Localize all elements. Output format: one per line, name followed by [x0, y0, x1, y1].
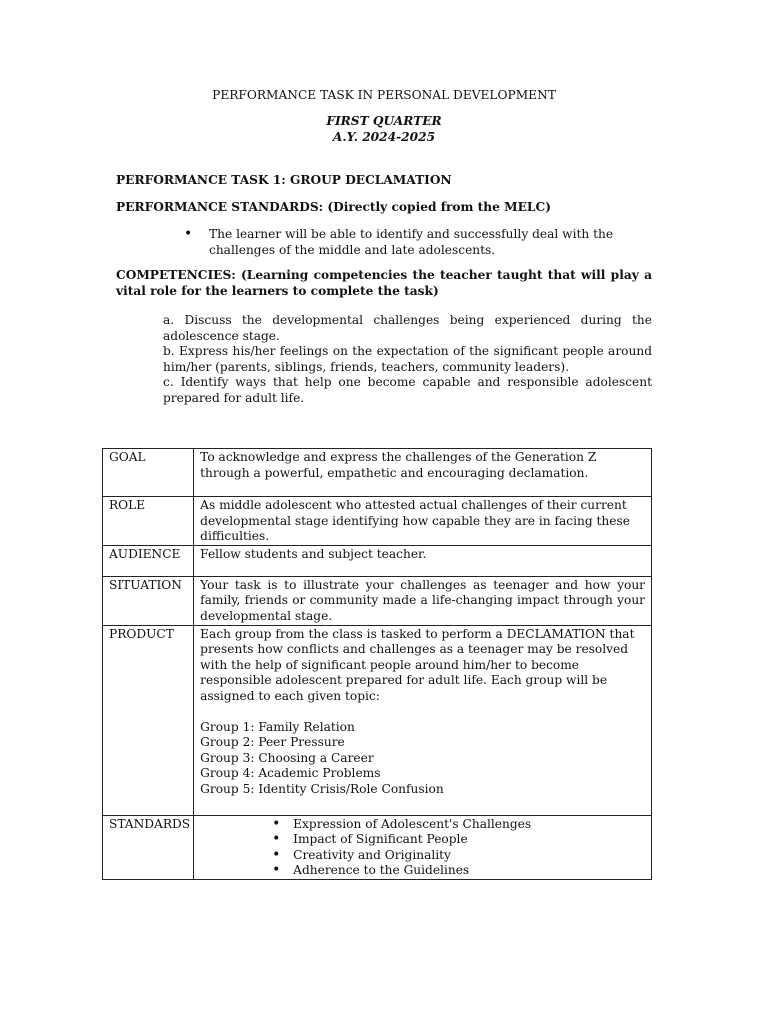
- table-row: [103, 497, 652, 546]
- table-row: [103, 449, 652, 497]
- competencies-heading: COMPETENCIES: (Learning competencies the teacher taught that will play a vital role for the learners to complete the task): [116, 268, 652, 298]
- table-row: [103, 545, 652, 576]
- competencies-list: [163, 313, 652, 407]
- goal-text: To acknowledge and express the challenges of the Generation Z through a powerful, empathetic and encouraging declamation.: [194, 449, 652, 497]
- competency-item: a. Discuss the developmental challenges being experienced during the adolescence stage.: [163, 313, 652, 343]
- list-item: • Expression of Adolescent's Challenges: [293, 817, 645, 833]
- product-label: PRODUCT: [103, 625, 194, 815]
- standards-heading: PERFORMANCE STANDARDS: (Directly copied from the MELC): [116, 200, 551, 214]
- list-item: • Adherence to the Guidelines: [293, 863, 645, 879]
- list-item: Group 2: Peer Pressure: [200, 735, 345, 750]
- competency-item: c. Identify ways that help one become capable and responsible adolescent prepared for adult life.: [163, 375, 652, 405]
- product-text: Each group from the class is tasked to perform a DECLAMATION that presents how conflicts and challenges as a teenager may be resolved with the help of significant people around him/her to become responsible adolescent prepared for adult life. Each group will be assigned to each given topic:: [200, 626, 635, 703]
- list-item: Group 3: Choosing a Career: [200, 750, 374, 765]
- goal-label: GOAL: [103, 449, 194, 497]
- role-text: As middle adolescent who attested actual challenges of their current developmental stage identifying how capable they are in facing these difficulties.: [194, 497, 652, 546]
- list-item: • Creativity and Originality: [293, 848, 645, 864]
- standards-list: [200, 817, 645, 879]
- document-title: PERFORMANCE TASK IN PERSONAL DEVELOPMENT: [212, 88, 556, 102]
- standards-cell: [194, 815, 652, 879]
- standards-bullet: • The learner will be able to identify and successfully deal with the challenges of the middle and late adolescents.: [209, 227, 629, 258]
- role-label: ROLE: [103, 497, 194, 546]
- table-row: [103, 625, 652, 815]
- table-row: [103, 576, 652, 625]
- competency-item: b. Express his/her feelings on the expectation of the significant people around him/her (parents, siblings, friends, teachers, community leaders).: [163, 344, 652, 374]
- standards-label: STANDARDS: [103, 815, 194, 879]
- list-item: • Impact of Significant People: [293, 832, 645, 848]
- list-item: Group 4: Academic Problems: [200, 766, 381, 781]
- product-cell: [194, 625, 652, 815]
- quarter-label: FIRST QUARTER: [326, 114, 442, 128]
- topics-list: [200, 720, 645, 798]
- situation-text: Your task is to illustrate your challenges as teenager and how your family, friends or community made a life-changing impact through your developmental stage.: [194, 576, 652, 625]
- academic-year: A.Y. 2024-2025: [332, 130, 436, 144]
- list-item: Group 1: Family Relation: [200, 719, 355, 734]
- list-item: Group 5: Identity Crisis/Role Confusion: [200, 781, 444, 796]
- situation-label: SITUATION: [103, 576, 194, 625]
- audience-text: Fellow students and subject teacher.: [194, 545, 652, 576]
- grasps-table: [102, 448, 652, 880]
- table-row: [103, 815, 652, 879]
- audience-label: AUDIENCE: [103, 545, 194, 576]
- task-title: PERFORMANCE TASK 1: GROUP DECLAMATION: [116, 173, 452, 187]
